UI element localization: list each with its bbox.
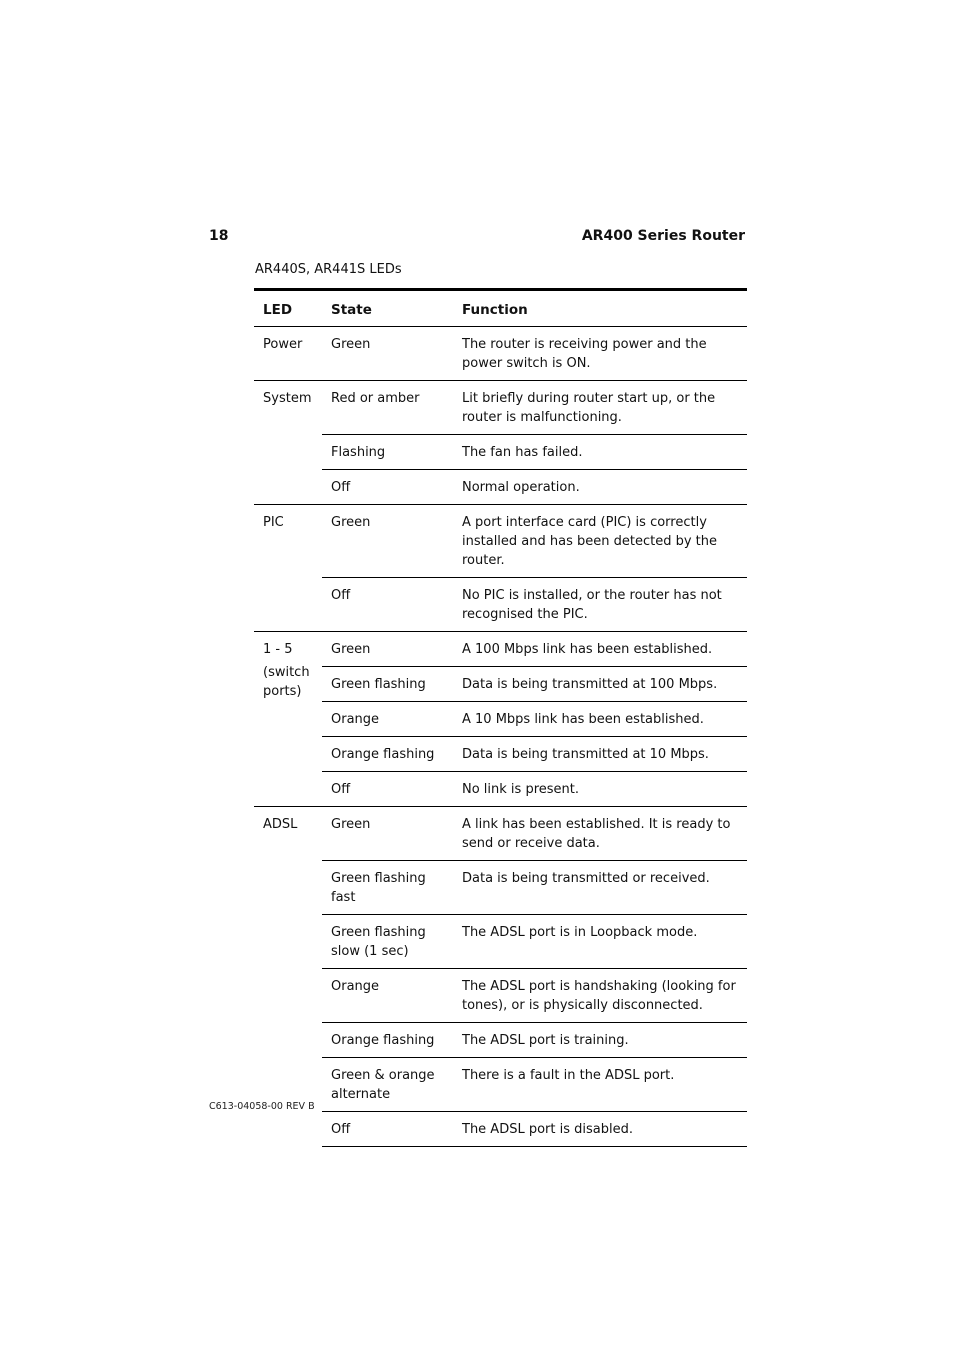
table-row bbox=[254, 1112, 747, 1147]
led-function-cell: A 10 Mbps link has been established. bbox=[453, 702, 747, 737]
column-header-function: Function bbox=[462, 302, 528, 318]
table-row bbox=[254, 578, 747, 632]
led-state-cell: Orange bbox=[322, 969, 453, 1023]
led-function-cell: Lit briefly during router start up, or the router is malfunctioning. bbox=[453, 381, 747, 435]
led-name-cell bbox=[254, 505, 322, 632]
column-header-state: State bbox=[331, 302, 372, 318]
led-function-cell: Normal operation. bbox=[453, 470, 747, 505]
led-name: ADSL bbox=[263, 817, 298, 832]
led-state-cell: Green bbox=[322, 632, 453, 667]
led-name-cell bbox=[254, 327, 322, 381]
led-state-cell: Green bbox=[322, 327, 453, 381]
led-state-cell: Green bbox=[322, 807, 453, 861]
page-number: 18 bbox=[209, 228, 229, 244]
led-state-cell: Green & orange alternate bbox=[322, 1058, 453, 1112]
led-function-cell: No link is present. bbox=[453, 772, 747, 807]
led-state-cell: Orange bbox=[322, 702, 453, 737]
table-row bbox=[254, 667, 747, 702]
led-name: PIC bbox=[263, 515, 284, 530]
table-caption: AR440S, AR441S LEDs bbox=[255, 262, 402, 277]
table-row bbox=[254, 470, 747, 505]
led-function-cell: The ADSL port is handshaking (looking for tones), or is physically disconnected. bbox=[453, 969, 747, 1023]
led-function-cell: The ADSL port is training. bbox=[453, 1023, 747, 1058]
table-body bbox=[254, 327, 747, 1147]
led-function-cell: There is a fault in the ADSL port. bbox=[453, 1058, 747, 1112]
table-row bbox=[254, 737, 747, 772]
led-state-cell: Flashing bbox=[322, 435, 453, 470]
led-function-cell: A port interface card (PIC) is correctly installed and has been detected by the router. bbox=[453, 505, 747, 578]
led-name: 1 - 5 bbox=[263, 642, 293, 657]
led-table bbox=[254, 288, 747, 1147]
led-name: System bbox=[263, 391, 312, 406]
table-row bbox=[254, 969, 747, 1023]
table-row bbox=[254, 435, 747, 470]
led-state-cell: Off bbox=[322, 1112, 453, 1147]
table-row bbox=[254, 807, 747, 861]
table-row bbox=[254, 772, 747, 807]
led-function-cell: Data is being transmitted or received. bbox=[453, 861, 747, 915]
led-function-cell: Data is being transmitted at 100 Mbps. bbox=[453, 667, 747, 702]
led-name: Power bbox=[263, 337, 303, 352]
led-state-cell: Red or amber bbox=[322, 381, 453, 435]
led-state-cell: Off bbox=[322, 470, 453, 505]
led-state-cell: Green bbox=[322, 505, 453, 578]
led-state-cell: Green flashing fast bbox=[322, 861, 453, 915]
led-state-cell: Green flashing bbox=[322, 667, 453, 702]
led-function-cell: The router is receiving power and the power switch is ON. bbox=[453, 327, 747, 381]
led-state-cell: Off bbox=[322, 578, 453, 632]
table-row bbox=[254, 327, 747, 381]
led-subtitle: (switch ports) bbox=[263, 665, 310, 699]
table-row bbox=[254, 381, 747, 435]
table-row bbox=[254, 915, 747, 969]
led-function-cell: Data is being transmitted at 10 Mbps. bbox=[453, 737, 747, 772]
led-name-cell bbox=[254, 381, 322, 505]
table-row bbox=[254, 505, 747, 578]
led-state-cell: Green flashing slow (1 sec) bbox=[322, 915, 453, 969]
column-header-led: LED bbox=[263, 302, 293, 318]
led-function-cell: The fan has failed. bbox=[453, 435, 747, 470]
led-name-cell bbox=[254, 632, 322, 807]
led-function-cell: The ADSL port is disabled. bbox=[453, 1112, 747, 1147]
led-function-cell: No PIC is installed, or the router has not recognised the PIC. bbox=[453, 578, 747, 632]
led-function-cell: The ADSL port is in Loopback mode. bbox=[453, 915, 747, 969]
table-header-row bbox=[254, 290, 747, 327]
running-header-title: AR400 Series Router bbox=[581, 228, 745, 244]
led-name-cell bbox=[254, 807, 322, 1147]
table-row bbox=[254, 1023, 747, 1058]
led-function-cell: A 100 Mbps link has been established. bbox=[453, 632, 747, 667]
document-code: C613-04058-00 REV B bbox=[209, 1101, 315, 1112]
table-row bbox=[254, 1058, 747, 1112]
led-function-cell: A link has been established. It is ready to send or receive data. bbox=[453, 807, 747, 861]
led-state-cell: Off bbox=[322, 772, 453, 807]
led-state-cell: Orange flashing bbox=[322, 1023, 453, 1058]
led-state-cell: Orange flashing bbox=[322, 737, 453, 772]
table-row bbox=[254, 861, 747, 915]
table-row bbox=[254, 702, 747, 737]
table-row bbox=[254, 632, 747, 667]
